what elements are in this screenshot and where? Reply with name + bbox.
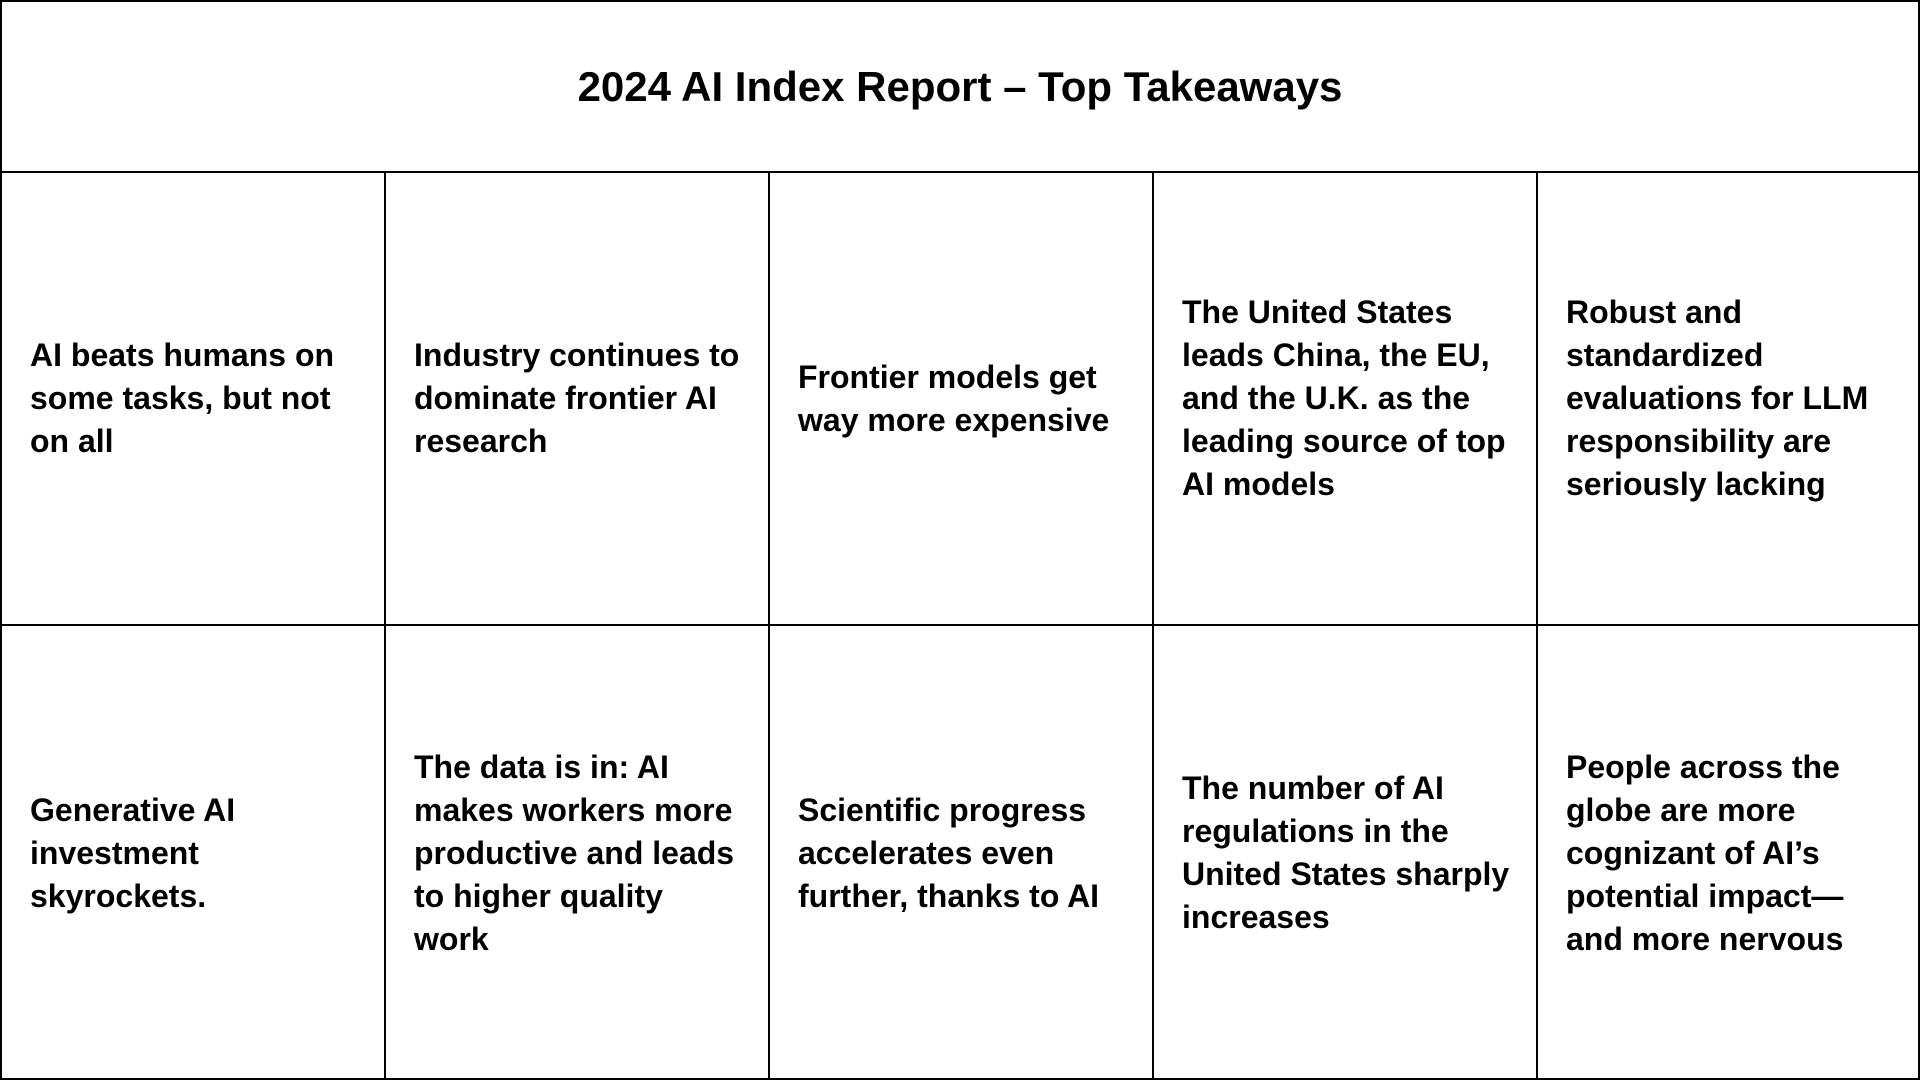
takeaway-line: leading source of top: [1182, 423, 1506, 459]
takeaway-line: some tasks, but not: [30, 380, 331, 416]
takeaway-line: productive and leads: [414, 834, 735, 871]
takeaway-line: further, thanks to AI: [798, 877, 1100, 914]
takeaway-line: on all: [30, 423, 114, 459]
takeaway-cell: [2, 173, 386, 626]
takeaway-line: Generative AI: [30, 791, 236, 828]
takeaway-line: research: [414, 423, 548, 459]
takeaway-line: AI beats humans on: [30, 337, 335, 373]
takeaway-line: Robust and: [1566, 294, 1742, 330]
takeaway-text: [1182, 767, 1509, 939]
takeaway-line: standardized: [1566, 337, 1764, 373]
takeaway-cell: [1154, 626, 1538, 1080]
takeaway-line: globe are more: [1566, 791, 1796, 828]
takeaway-text: [30, 789, 235, 918]
takeaway-cell: [386, 173, 770, 626]
takeaway-line: cognizant of AI’s: [1566, 834, 1820, 871]
page-title: 2024 AI Index Report – Top Takeaways: [577, 62, 1343, 110]
takeaway-line: accelerates even: [798, 834, 1055, 871]
takeaway-line: Industry continues to: [414, 337, 740, 373]
takeaway-text: [414, 746, 734, 961]
takeaway-text: [1566, 291, 1868, 506]
takeaway-cell: [1538, 626, 1918, 1080]
takeaway-line: seriously lacking: [1566, 466, 1826, 502]
takeaway-line: to higher quality: [414, 877, 663, 914]
takeaway-line: evaluations for LLM: [1566, 380, 1869, 416]
title-row: [2, 2, 1918, 173]
takeaway-cell: [386, 626, 770, 1080]
takeaway-text: [1566, 746, 1843, 961]
takeaway-line: skyrockets.: [30, 877, 207, 914]
takeaways-grid: [2, 173, 1918, 1080]
takeaway-line: United States sharply: [1182, 856, 1510, 892]
takeaway-line: work: [414, 920, 489, 957]
takeaway-line: Frontier models get: [798, 358, 1097, 395]
takeaway-line: way more expensive: [798, 401, 1110, 438]
takeaway-cell: [1154, 173, 1538, 626]
takeaway-line: dominate frontier AI: [414, 380, 717, 416]
takeaway-cell: [2, 626, 386, 1080]
takeaway-cell: [1538, 173, 1918, 626]
takeaway-text: [414, 334, 739, 463]
takeaway-cell: [770, 626, 1154, 1080]
takeaway-text: [1182, 291, 1506, 506]
takeaway-line: regulations in the: [1182, 813, 1449, 849]
takeaway-text: [30, 334, 334, 463]
takeaway-line: potential impact—: [1566, 877, 1844, 914]
takeaway-line: The number of AI: [1182, 770, 1444, 806]
takeaway-line: AI models: [1182, 466, 1335, 502]
takeaway-line: investment: [30, 834, 199, 871]
takeaway-line: The United States: [1182, 294, 1453, 330]
takeaway-line: leads China, the EU,: [1182, 337, 1490, 373]
takeaway-text: [798, 789, 1099, 918]
takeaway-line: People across the: [1566, 748, 1840, 785]
takeaway-line: Scientific progress: [798, 791, 1087, 828]
takeaway-line: and more nervous: [1566, 920, 1844, 957]
takeaway-line: makes workers more: [414, 791, 733, 828]
takeaway-text: [798, 356, 1109, 442]
takeaway-line: The data is in: AI: [414, 748, 669, 785]
takeaway-cell: [770, 173, 1154, 626]
takeaway-line: and the U.K. as the: [1182, 380, 1471, 416]
takeaway-line: increases: [1182, 899, 1330, 935]
takeaway-line: responsibility are: [1566, 423, 1831, 459]
